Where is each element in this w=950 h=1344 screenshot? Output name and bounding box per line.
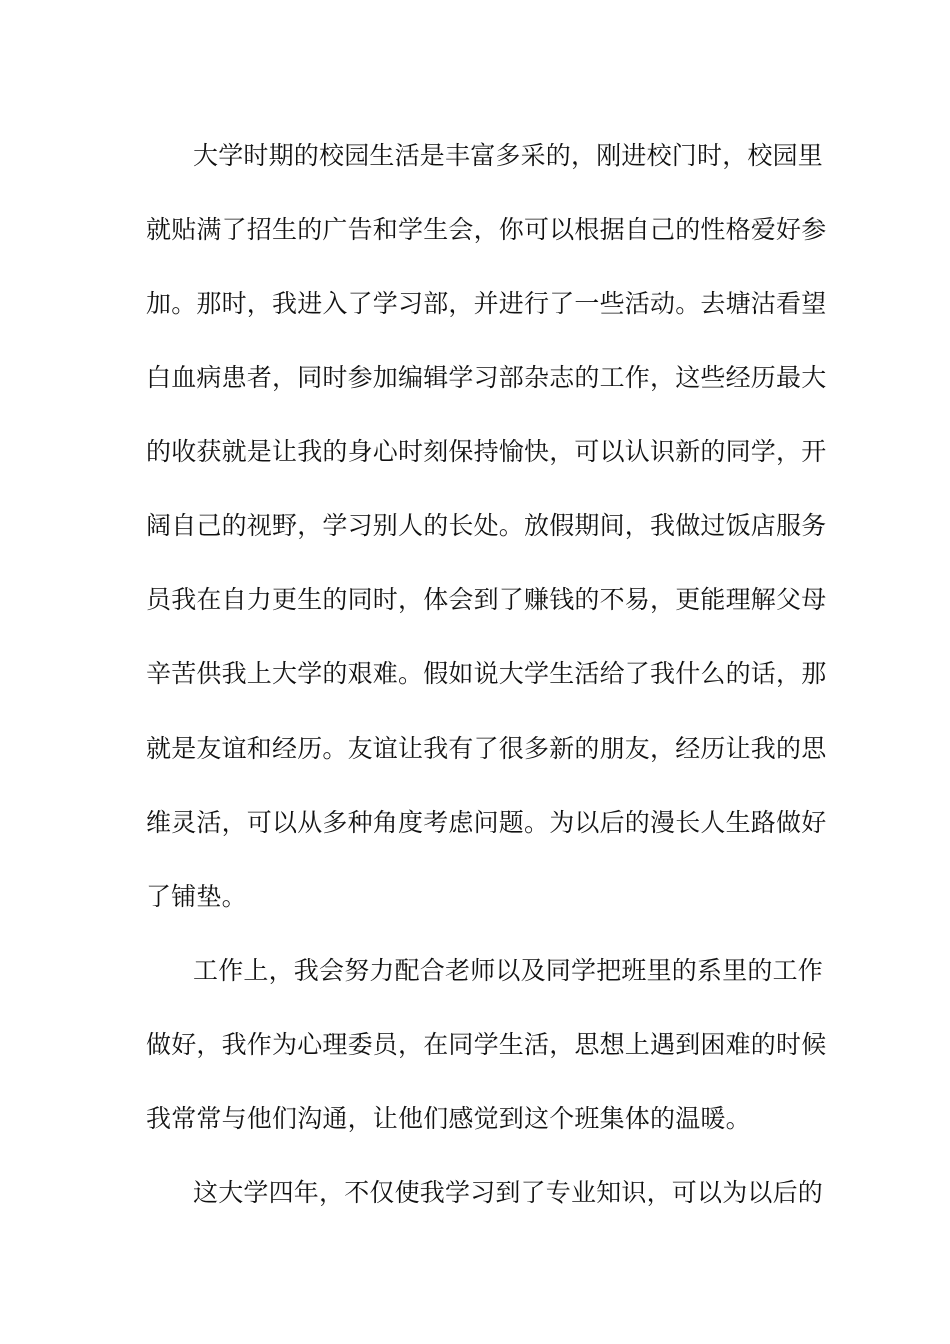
paragraph-1-line-9: 就是友谊和经历。友谊让我有了很多新的朋友，经历让我的思 — [146, 734, 827, 763]
paragraph-1-line-8: 辛苦供我上大学的艰难。假如说大学生活给了我什么的话，那 — [146, 659, 827, 688]
paragraph-2-line-1: 工作上，我会努力配合老师以及同学把班里的系里的工作 — [193, 956, 824, 985]
paragraph-1-line-11: 了铺垫。 — [146, 882, 247, 911]
paragraph-1-line-3: 加。那时，我进入了学习部，并进行了一些活动。去塘沽看望 — [146, 289, 827, 318]
paragraph-2-line-2: 做好，我作为心理委员，在同学生活，思想上遇到困难的时候 — [146, 1030, 827, 1059]
paragraph-2-line-3: 我常常与他们沟通，让他们感觉到这个班集体的温暖。 — [146, 1104, 751, 1133]
paragraph-1-line-6: 阔自己的视野，学习别人的长处。放假期间，我做过饭店服务 — [146, 511, 827, 540]
paragraph-3-line-1: 这大学四年，不仅使我学习到了专业知识，可以为以后的 — [193, 1178, 824, 1207]
paragraph-1-line-2: 就贴满了招生的广告和学生会，你可以根据自己的性格爱好参 — [146, 215, 827, 244]
paragraph-1-line-5: 的收获就是让我的身心时刻保持愉快，可以认识新的同学，开 — [146, 437, 827, 466]
paragraph-1-line-4: 白血病患者，同时参加编辑学习部杂志的工作，这些经历最大 — [146, 363, 827, 392]
paragraph-1-line-10: 维灵活，可以从多种角度考虑问题。为以后的漫长人生路做好 — [146, 808, 827, 837]
paragraph-1-line-1: 大学时期的校园生活是丰富多采的，刚进校门时，校园里 — [193, 141, 824, 170]
paragraph-1-line-7: 员我在自力更生的同时，体会到了赚钱的不易，更能理解父母 — [146, 585, 827, 614]
